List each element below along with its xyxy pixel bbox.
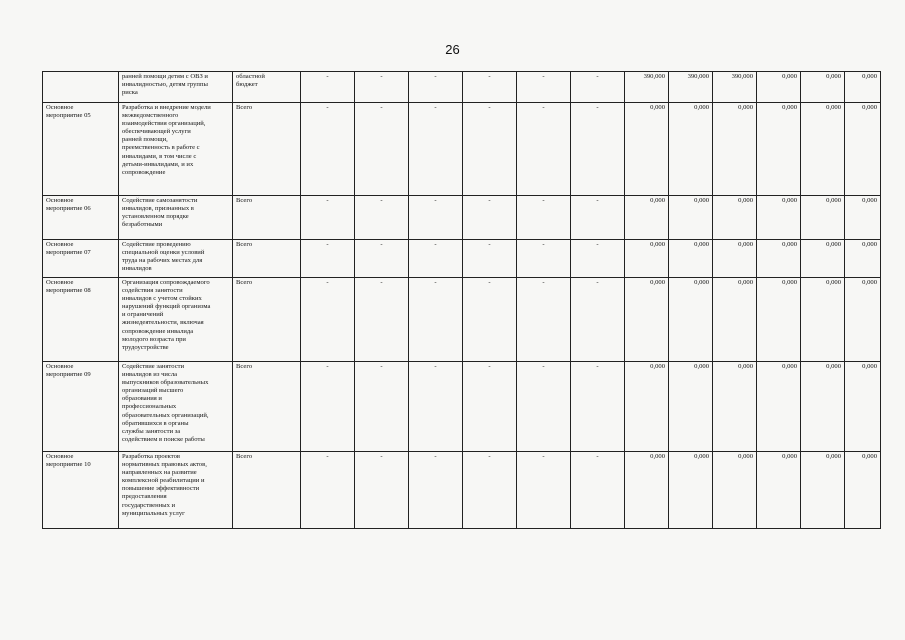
amount-cell: 0,000 [845,72,881,103]
amount-cell: 0,000 [757,72,801,103]
empty-value-cell: - [463,72,517,103]
empty-value-cell: - [355,362,409,452]
empty-value-cell: - [517,196,571,240]
amount-cell: 0,000 [845,452,881,529]
amount-cell: 0,000 [801,278,845,362]
empty-value-cell: - [301,278,355,362]
empty-value-cell: - [463,278,517,362]
amount-cell: 0,000 [757,278,801,362]
amount-cell: 0,000 [801,103,845,196]
amount-cell: 0,000 [801,196,845,240]
amount-cell: 0,000 [757,452,801,529]
empty-value-cell: - [571,452,625,529]
empty-value-cell: - [409,452,463,529]
empty-value-cell: - [571,240,625,278]
activity-label: Основное мероприятие 07 [43,240,119,278]
empty-value-cell: - [355,196,409,240]
amount-cell: 390,000 [669,72,713,103]
amount-cell: 0,000 [713,362,757,452]
empty-value-cell: - [355,72,409,103]
empty-value-cell: - [571,196,625,240]
activity-description: ранней помощи детям с ОВЗ и инвалидностью, детям группы риска [119,72,233,103]
amount-cell: 0,000 [845,103,881,196]
empty-value-cell: - [517,278,571,362]
activity-description: Разработка проектов нормативных правовых актов, направленных на развитие комплексной реабилитации и повышение эффективности предоставления государственных и муниципальных услуг [119,452,233,529]
amount-cell: 0,000 [625,362,669,452]
empty-value-cell: - [409,72,463,103]
amount-cell: 390,000 [713,72,757,103]
amount-cell: 0,000 [713,278,757,362]
funding-source: Всего [233,362,301,452]
activity-label: Основное мероприятие 08 [43,278,119,362]
empty-value-cell: - [409,278,463,362]
amount-cell: 0,000 [801,362,845,452]
table-row [43,362,881,452]
amount-cell: 0,000 [801,240,845,278]
amount-cell: 0,000 [713,452,757,529]
empty-value-cell: - [463,362,517,452]
activity-label [43,72,119,103]
empty-value-cell: - [409,103,463,196]
activity-label: Основное мероприятие 09 [43,362,119,452]
activity-description: Содействие занятости инвалидов из числа выпускников образовательных организаций высшего образования и профессиональных образовательных организаций, обратившихся в органы службы занятости за содействием в поиске работы [119,362,233,452]
funding-source: Всего [233,240,301,278]
amount-cell: 0,000 [713,103,757,196]
amount-cell: 0,000 [845,278,881,362]
amount-cell: 0,000 [669,103,713,196]
empty-value-cell: - [463,452,517,529]
amount-cell: 0,000 [669,240,713,278]
amount-cell: 0,000 [669,196,713,240]
budget-table [42,71,881,529]
amount-cell: 0,000 [757,103,801,196]
empty-value-cell: - [355,452,409,529]
amount-cell: 0,000 [625,196,669,240]
amount-cell: 0,000 [801,452,845,529]
table-row [43,240,881,278]
empty-value-cell: - [463,196,517,240]
empty-value-cell: - [571,362,625,452]
activity-description: Содействие проведению специальной оценки условий труда на рабочих местах для инвалидов [119,240,233,278]
amount-cell: 0,000 [625,278,669,362]
table-row [43,103,881,196]
amount-cell: 0,000 [625,452,669,529]
activity-description: Организация сопровождаемого содействия занятости инвалидов с учетом стойких нарушений функций организма и ограничений жизнедеятельности, включая сопровождение инвалида молодого возраста при трудоустройстве [119,278,233,362]
empty-value-cell: - [463,103,517,196]
empty-value-cell: - [355,240,409,278]
empty-value-cell: - [301,452,355,529]
empty-value-cell: - [409,240,463,278]
funding-source: Всего [233,103,301,196]
empty-value-cell: - [517,103,571,196]
funding-source: областной бюджет [233,72,301,103]
page-number: 26 [445,42,460,57]
empty-value-cell: - [301,103,355,196]
empty-value-cell: - [301,72,355,103]
empty-value-cell: - [355,103,409,196]
amount-cell: 0,000 [757,362,801,452]
funding-source: Всего [233,452,301,529]
empty-value-cell: - [355,278,409,362]
empty-value-cell: - [571,103,625,196]
amount-cell: 0,000 [845,240,881,278]
empty-value-cell: - [409,362,463,452]
activity-label: Основное мероприятие 10 [43,452,119,529]
amount-cell: 0,000 [845,362,881,452]
empty-value-cell: - [301,362,355,452]
empty-value-cell: - [301,240,355,278]
empty-value-cell: - [571,278,625,362]
amount-cell: 0,000 [625,103,669,196]
activity-description: Разработка и внедрение модели межведомственного взаимодействия организаций, обеспечивающей услуги ранней помощи, преемственность в работе с инвалидами, в том числе с детьми-инвалидами, и их сопровождение [119,103,233,196]
funding-source: Всего [233,278,301,362]
amount-cell: 0,000 [845,196,881,240]
empty-value-cell: - [517,72,571,103]
empty-value-cell: - [517,240,571,278]
amount-cell: 0,000 [757,196,801,240]
amount-cell: 0,000 [625,240,669,278]
funding-source: Всего [233,196,301,240]
empty-value-cell: - [517,362,571,452]
amount-cell: 0,000 [669,452,713,529]
activity-description: Содействие самозанятости инвалидов, признанных в установленном порядке безработными [119,196,233,240]
amount-cell: 0,000 [801,72,845,103]
empty-value-cell: - [463,240,517,278]
table-row [43,452,881,529]
empty-value-cell: - [409,196,463,240]
activity-label: Основное мероприятие 05 [43,103,119,196]
table-row [43,196,881,240]
activity-label: Основное мероприятие 06 [43,196,119,240]
amount-cell: 390,000 [625,72,669,103]
amount-cell: 0,000 [713,240,757,278]
empty-value-cell: - [301,196,355,240]
table-row [43,72,881,103]
empty-value-cell: - [571,72,625,103]
amount-cell: 0,000 [669,278,713,362]
empty-value-cell: - [517,452,571,529]
amount-cell: 0,000 [713,196,757,240]
table-row [43,278,881,362]
amount-cell: 0,000 [669,362,713,452]
amount-cell: 0,000 [757,240,801,278]
